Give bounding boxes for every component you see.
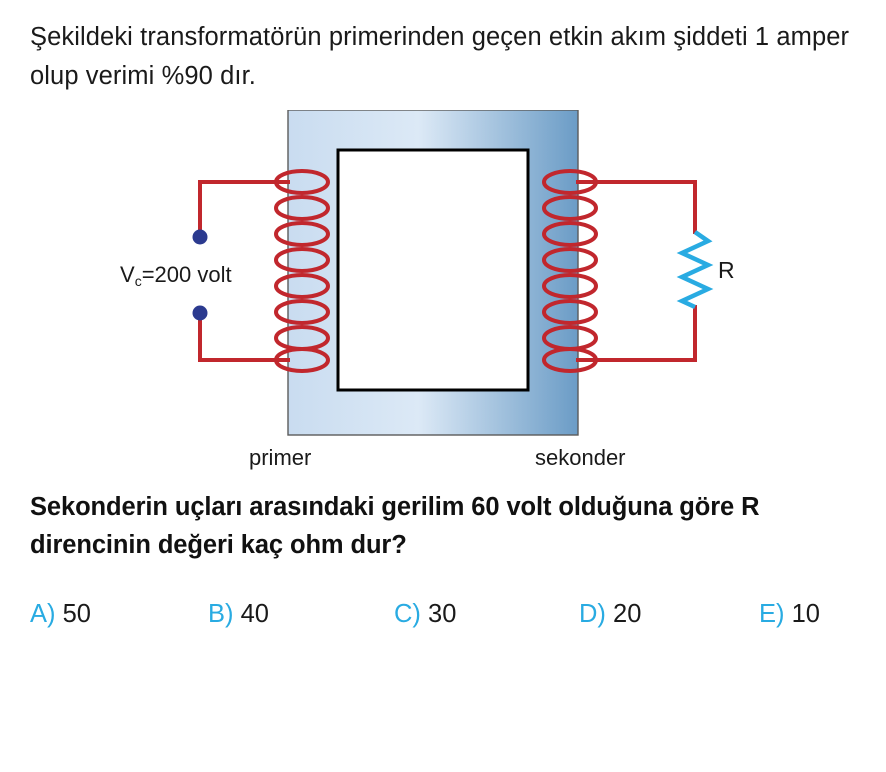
option-a-letter: A) <box>30 600 56 628</box>
primary-label: primer <box>249 444 312 470</box>
resistor-label: R <box>718 256 735 283</box>
option-e-letter: E) <box>759 600 785 628</box>
option-b-letter: B) <box>208 600 234 628</box>
option-c-text: 30 <box>428 600 457 628</box>
option-c-letter: C) <box>394 600 421 628</box>
option-c[interactable] <box>394 600 579 629</box>
source-voltage-label <box>120 262 232 288</box>
option-a-text: 50 <box>62 600 91 628</box>
core-window <box>338 150 528 390</box>
option-e[interactable] <box>759 600 849 629</box>
terminal-dot-bottom <box>193 305 208 320</box>
transformer-figure <box>30 110 856 480</box>
option-d-letter: D) <box>579 600 606 628</box>
option-a[interactable] <box>30 600 208 629</box>
option-d[interactable] <box>579 600 759 629</box>
resistor-symbol <box>682 232 708 307</box>
source-voltage-value: =200 volt <box>141 261 232 287</box>
option-d-text: 20 <box>613 600 642 628</box>
answer-options <box>30 600 856 629</box>
option-e-text: 10 <box>791 600 820 628</box>
source-voltage-subscript: c <box>134 272 142 289</box>
secondary-label: sekonder <box>535 444 626 470</box>
option-b[interactable] <box>208 600 394 629</box>
terminal-dot-top <box>193 229 208 244</box>
option-b-text: 40 <box>240 600 269 628</box>
question-text: Sekonderin uçları arasındaki gerilim 60 volt olduğuna göre R direncinin değeri kaç ohm dur? <box>30 492 760 559</box>
transformer-diagram <box>30 110 856 480</box>
source-voltage-symbol: V <box>120 261 135 287</box>
intro-text: Şekildeki transformatörün primerinden geçen etkin akım şiddeti 1 amper olup verimi %90 dır. <box>30 23 850 90</box>
